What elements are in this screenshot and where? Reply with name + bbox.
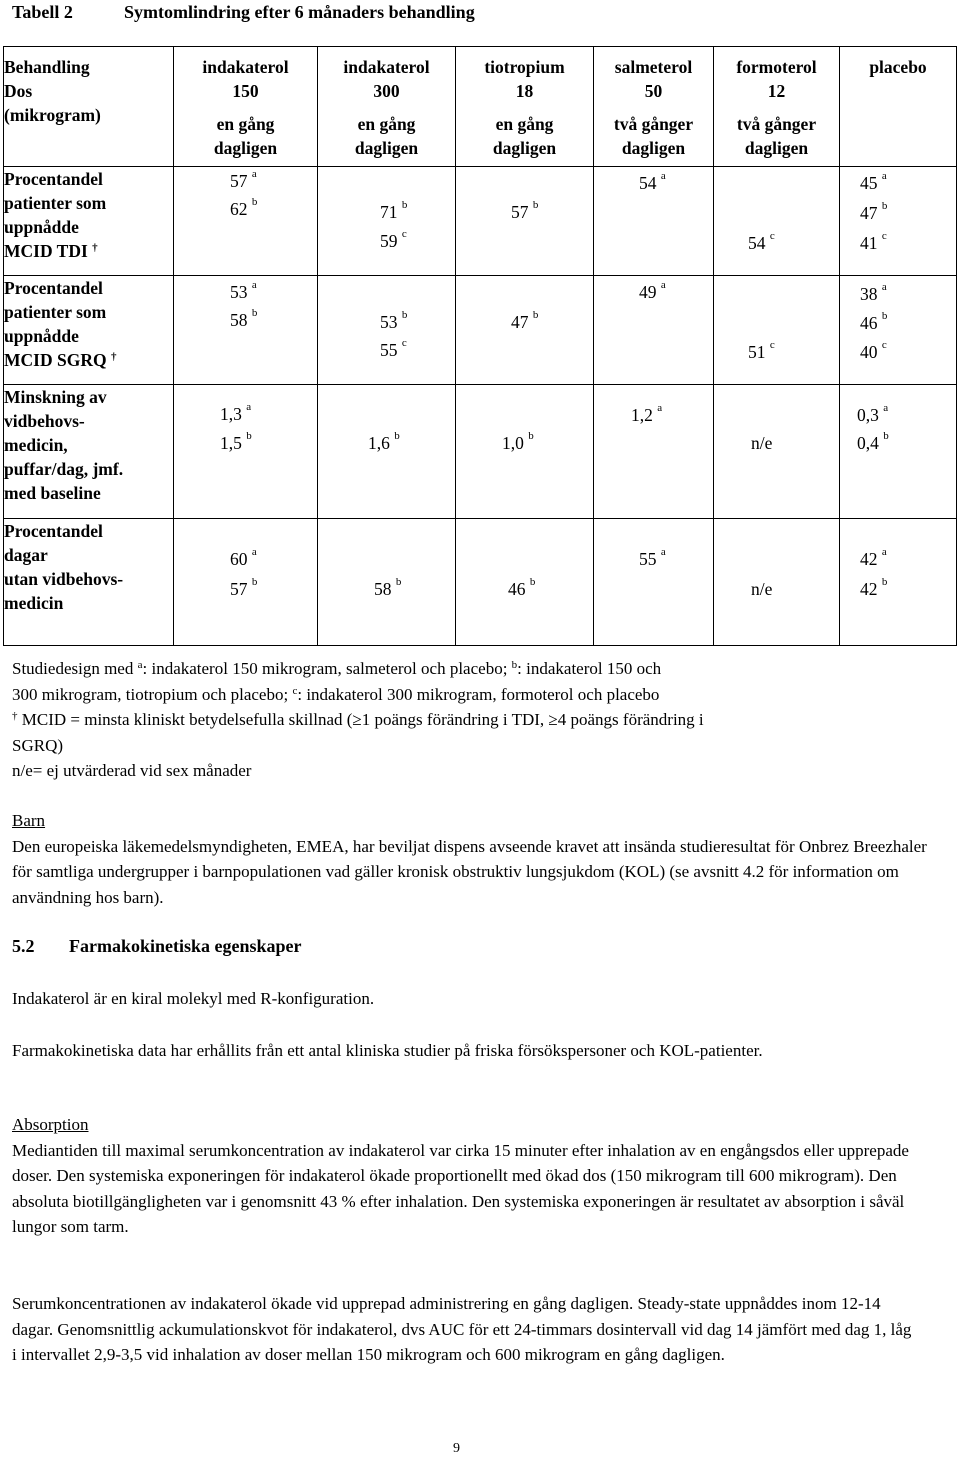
cell-value: 47 <box>511 312 529 332</box>
superscript: c <box>881 230 887 242</box>
table-cell <box>748 339 775 363</box>
superscript: a <box>251 168 257 180</box>
cell-value: 57 <box>230 171 248 191</box>
footnote-text: : indakaterol 150 och <box>517 659 662 678</box>
symptom-relief-table <box>3 46 957 646</box>
cell-value: n/e <box>751 579 773 599</box>
table-cell <box>860 546 887 570</box>
table-row <box>4 167 957 276</box>
superscript: a <box>657 402 663 414</box>
cell-value: 40 <box>860 342 878 362</box>
superscript: a <box>660 546 666 558</box>
superscript: b <box>251 307 258 319</box>
row-label-line <box>4 239 173 263</box>
superscript: b <box>881 576 888 588</box>
table-cell <box>368 430 400 454</box>
header-col-4 <box>594 47 714 167</box>
section-title: Farmakokinetiska egenskaper <box>69 936 302 956</box>
table-cell <box>860 339 887 363</box>
col-freq: två gånger <box>613 114 694 134</box>
table-cell <box>380 309 408 333</box>
footnote-text: MCID = minsta kliniskt betydelsefulla skillnad ( <box>17 710 353 729</box>
footnote-text: : indakaterol 150 mikrogram, salmeterol och placebo; <box>142 659 512 678</box>
table-footnotes <box>12 656 942 784</box>
cell-value: 42 <box>860 579 878 599</box>
superscript: a <box>881 170 887 182</box>
table-cell <box>860 310 888 334</box>
superscript: b <box>394 430 400 442</box>
superscript: a <box>137 659 143 671</box>
row-label-line: vidbehovs- <box>4 411 85 431</box>
superscript: b <box>881 200 888 212</box>
col-freq: dagligen <box>213 138 278 158</box>
superscript: c <box>881 339 887 351</box>
row-label-line: uppnådde <box>4 217 79 237</box>
superscript: c <box>401 337 407 349</box>
col-freq: dagligen <box>621 138 686 158</box>
cell-value: 59 <box>380 231 398 251</box>
cell-value: 0,4 <box>857 433 879 453</box>
cell-value: 1,5 <box>220 433 242 453</box>
table-cell <box>230 307 258 331</box>
cell-value: 46 <box>508 579 526 599</box>
cell-value: 54 <box>639 173 657 193</box>
col-freq: två gånger <box>736 114 817 134</box>
absorption-text: Mediantiden till maximal serumkoncentration av indakaterol var cirka 15 minuter efter inhalation av en engångsdos eller upprepade doser. Den systemiska exponeringen för indakaterol ökade proportionellt med ökad dos (150 mikrogram till 600 mikrogram). Den absoluta biotillgängligheten var i genomsnitt 43 % efter inhalation. Den systemiska exponeringen är resultatet av absorption i såväl lungor som tarm. <box>12 1140 909 1236</box>
table-cell <box>748 230 775 254</box>
cell-value: 58 <box>230 310 248 330</box>
cell-value: 55 <box>639 549 657 569</box>
col-freq: en gång <box>495 114 554 134</box>
row-label <box>4 276 174 385</box>
superscript: b <box>881 310 888 322</box>
table-cell <box>508 576 536 600</box>
superscript: b <box>529 576 536 588</box>
footnote-ne: n/e= ej utvärderad vid sex månader <box>12 761 252 780</box>
col-dose: 12 <box>767 81 786 101</box>
col-dose: 18 <box>515 81 534 101</box>
col-dose: 50 <box>644 81 663 101</box>
col-name: formoterol <box>736 57 817 77</box>
dagger-mark: † <box>92 242 98 254</box>
table-cell <box>631 402 663 426</box>
header-treatment-dose <box>4 47 174 167</box>
header-col-1 <box>174 47 318 167</box>
row-label-line: medicin <box>4 593 64 613</box>
row-label-line: Procentandel <box>4 169 103 189</box>
section-number: 5.2 <box>12 936 35 956</box>
superscript: a <box>883 402 889 414</box>
row-label-text: MCID TDI <box>4 241 88 261</box>
superscript: a <box>660 170 666 182</box>
table-cell <box>639 279 666 303</box>
table-cell <box>511 309 539 333</box>
cell-value: 46 <box>860 313 878 333</box>
table-caption <box>12 2 475 23</box>
header-line: Dos <box>4 81 33 101</box>
geq-symbol: ≥ <box>352 710 362 729</box>
cell-value: 47 <box>860 203 878 223</box>
superscript: a <box>881 546 887 558</box>
superscript: c <box>401 228 407 240</box>
table-row <box>4 519 957 646</box>
header-line: (mikrogram) <box>4 105 101 125</box>
row-label <box>4 167 174 276</box>
footnote-text: : indakaterol 300 mikrogram, formoterol och placebo <box>297 684 660 704</box>
footnote-text: 300 mikrogram, tiotropium och placebo; <box>12 684 293 704</box>
col-freq: en gång <box>216 114 275 134</box>
cell-value: 53 <box>380 312 398 332</box>
row-label-line: uppnådde <box>4 326 79 346</box>
col-freq: en gång <box>357 114 416 134</box>
cell-value: 49 <box>639 282 657 302</box>
section-absorption <box>12 1112 942 1240</box>
section-barn <box>12 808 942 910</box>
row-label <box>4 385 174 519</box>
absorption-heading: Absorption <box>12 1115 89 1134</box>
dagger-mark: † <box>110 351 117 363</box>
cell-value: 1,2 <box>631 405 653 425</box>
col-freq: dagligen <box>744 138 809 158</box>
table-cell <box>230 168 257 192</box>
table-cell <box>230 279 257 303</box>
table-cell <box>860 576 888 600</box>
row-label-line: Procentandel <box>4 278 103 298</box>
cell-value: 57 <box>511 202 529 222</box>
superscript: a <box>251 279 257 291</box>
table-cell <box>751 579 772 600</box>
col-name: indakaterol <box>202 57 289 77</box>
cell-value: 53 <box>230 282 248 302</box>
superscript: b <box>532 309 539 321</box>
table-cell <box>857 430 889 454</box>
table-cell <box>220 401 252 425</box>
footnote-text: Studiedesign med <box>12 659 138 678</box>
cell-value: 54 <box>748 233 766 253</box>
col-name: tiotropium <box>484 57 565 77</box>
cell-value: 45 <box>860 173 878 193</box>
superscript: b <box>883 430 889 442</box>
row-label-line: Procentandel <box>4 521 103 541</box>
cell-value: 38 <box>860 284 878 304</box>
superscript: b <box>528 430 534 442</box>
cell-value: n/e <box>751 433 773 453</box>
superscript: a <box>660 279 666 291</box>
table-cell <box>380 337 407 361</box>
row-label-line: patienter som <box>4 193 107 213</box>
superscript: c <box>292 684 298 697</box>
table-cell <box>230 576 258 600</box>
row-label-line: patienter som <box>4 302 107 322</box>
row-label-line: dagar <box>4 545 48 565</box>
table-header-row <box>4 47 957 167</box>
row-label-line: utan vidbehovs- <box>4 569 124 589</box>
table-cell <box>380 199 408 223</box>
header-col-6 <box>840 47 957 167</box>
table-cell <box>857 402 889 426</box>
table-cell <box>639 546 666 570</box>
col-freq: dagligen <box>492 138 557 158</box>
superscript: a <box>246 401 252 413</box>
table-cell <box>639 170 666 194</box>
cell-value: 57 <box>230 579 248 599</box>
cell-value: 1,0 <box>502 433 524 453</box>
cell-value: 58 <box>374 579 392 599</box>
footnote-mcid <box>12 707 942 733</box>
table-cell <box>380 228 407 252</box>
col-dose: 300 <box>373 81 400 101</box>
table-cell <box>230 196 258 220</box>
cell-value: 0,3 <box>857 405 879 425</box>
table-row <box>4 385 957 519</box>
table-label: Tabell 2 <box>12 2 73 22</box>
superscript: b <box>401 199 408 211</box>
page-number: 9 <box>453 1441 460 1456</box>
footnote-mcid-cont: SGRQ) <box>12 735 64 755</box>
cell-value: 55 <box>380 340 398 360</box>
table-title: Symtomlindring efter 6 månaders behandling <box>124 2 475 22</box>
row-label-text: MCID SGRQ <box>4 350 107 370</box>
footnote-text: 4 poängs förändring i <box>557 710 704 729</box>
paragraph-pk-data: Farmakokinetiska data har erhållits från ett antal kliniska studier på friska försökspersoner och KOL-patienter. <box>12 1041 763 1060</box>
dagger-mark: † <box>12 710 18 722</box>
footnote-design-cont <box>12 682 942 708</box>
cell-value: 1,3 <box>220 404 242 424</box>
header-col-2 <box>318 47 456 167</box>
row-label-line <box>4 348 173 372</box>
table-cell <box>374 576 402 600</box>
header-col-5 <box>714 47 840 167</box>
superscript: b <box>251 196 258 208</box>
row-label-line: Minskning av <box>4 387 107 407</box>
superscript: a <box>251 546 257 558</box>
paragraph-chirality: Indakaterol är en kiral molekyl med R-konfiguration. <box>12 989 375 1008</box>
superscript: c <box>769 339 775 351</box>
table-cell <box>511 199 539 223</box>
cell-value: 51 <box>748 342 766 362</box>
table-cell <box>860 170 887 194</box>
col-name: salmeterol <box>614 57 693 77</box>
superscript: b <box>246 430 252 442</box>
section-heading <box>12 936 302 957</box>
geq-symbol: ≥ <box>548 710 558 729</box>
header-col-3 <box>456 47 594 167</box>
col-name: placebo <box>869 57 927 77</box>
cell-value: 60 <box>230 549 248 569</box>
superscript: b <box>401 309 408 321</box>
row-label <box>4 519 174 646</box>
table-cell <box>860 200 888 224</box>
table-cell <box>502 430 534 454</box>
superscript: b <box>532 199 539 211</box>
superscript: b <box>511 659 518 671</box>
table-cell <box>860 281 887 305</box>
row-label-line: medicin, <box>4 435 68 455</box>
absorption-steady-state: Serumkoncentrationen av indakaterol ökade vid upprepad administrering en gång dagligen. Steady-state uppnåddes inom 12-14 dagar. Genomsnittlig ackumulationskvot för indakaterol, dvs AUC för ett 24-timmars dosintervall vid dag 14 jämfört med dag 1, låg i intervallet 2,9-3,5 vid inhalation av doser mellan 150 mikrogram och 600 mikrogram en gång dagligen. <box>12 1294 912 1364</box>
col-dose: 150 <box>232 81 259 101</box>
cell-value: 71 <box>380 202 398 222</box>
cell-value: 41 <box>860 233 878 253</box>
col-freq: dagligen <box>354 138 419 158</box>
table-row <box>4 276 957 385</box>
table-cell <box>860 230 887 254</box>
superscript: a <box>881 281 887 293</box>
row-label-line: med baseline <box>4 483 101 503</box>
footnote-design <box>12 656 942 682</box>
superscript: b <box>251 576 258 588</box>
footnote-text: 1 poängs förändring i TDI, <box>361 710 549 729</box>
cell-value: 42 <box>860 549 878 569</box>
superscript: c <box>769 230 775 242</box>
cell-value: 1,6 <box>368 433 390 453</box>
table-cell <box>230 546 257 570</box>
row-label-line: puffar/dag, jmf. <box>4 459 124 479</box>
table-cell <box>220 430 252 454</box>
col-name: indakaterol <box>343 57 430 77</box>
superscript: b <box>395 576 402 588</box>
cell-value: 62 <box>230 199 248 219</box>
table-cell <box>751 433 772 454</box>
barn-text: Den europeiska läkemedelsmyndigheten, EMEA, har beviljat dispens avseende kravet att insända studieresultat för Onbrez Breezhaler för samtliga undergrupper i barnpopulationen vad gäller kronisk obstruktiv lungsjukdom (KOL) (se avsnitt 4.2 för information om användning hos barn). <box>12 836 927 907</box>
barn-heading: Barn <box>12 811 46 830</box>
header-line: Behandling <box>4 57 90 77</box>
